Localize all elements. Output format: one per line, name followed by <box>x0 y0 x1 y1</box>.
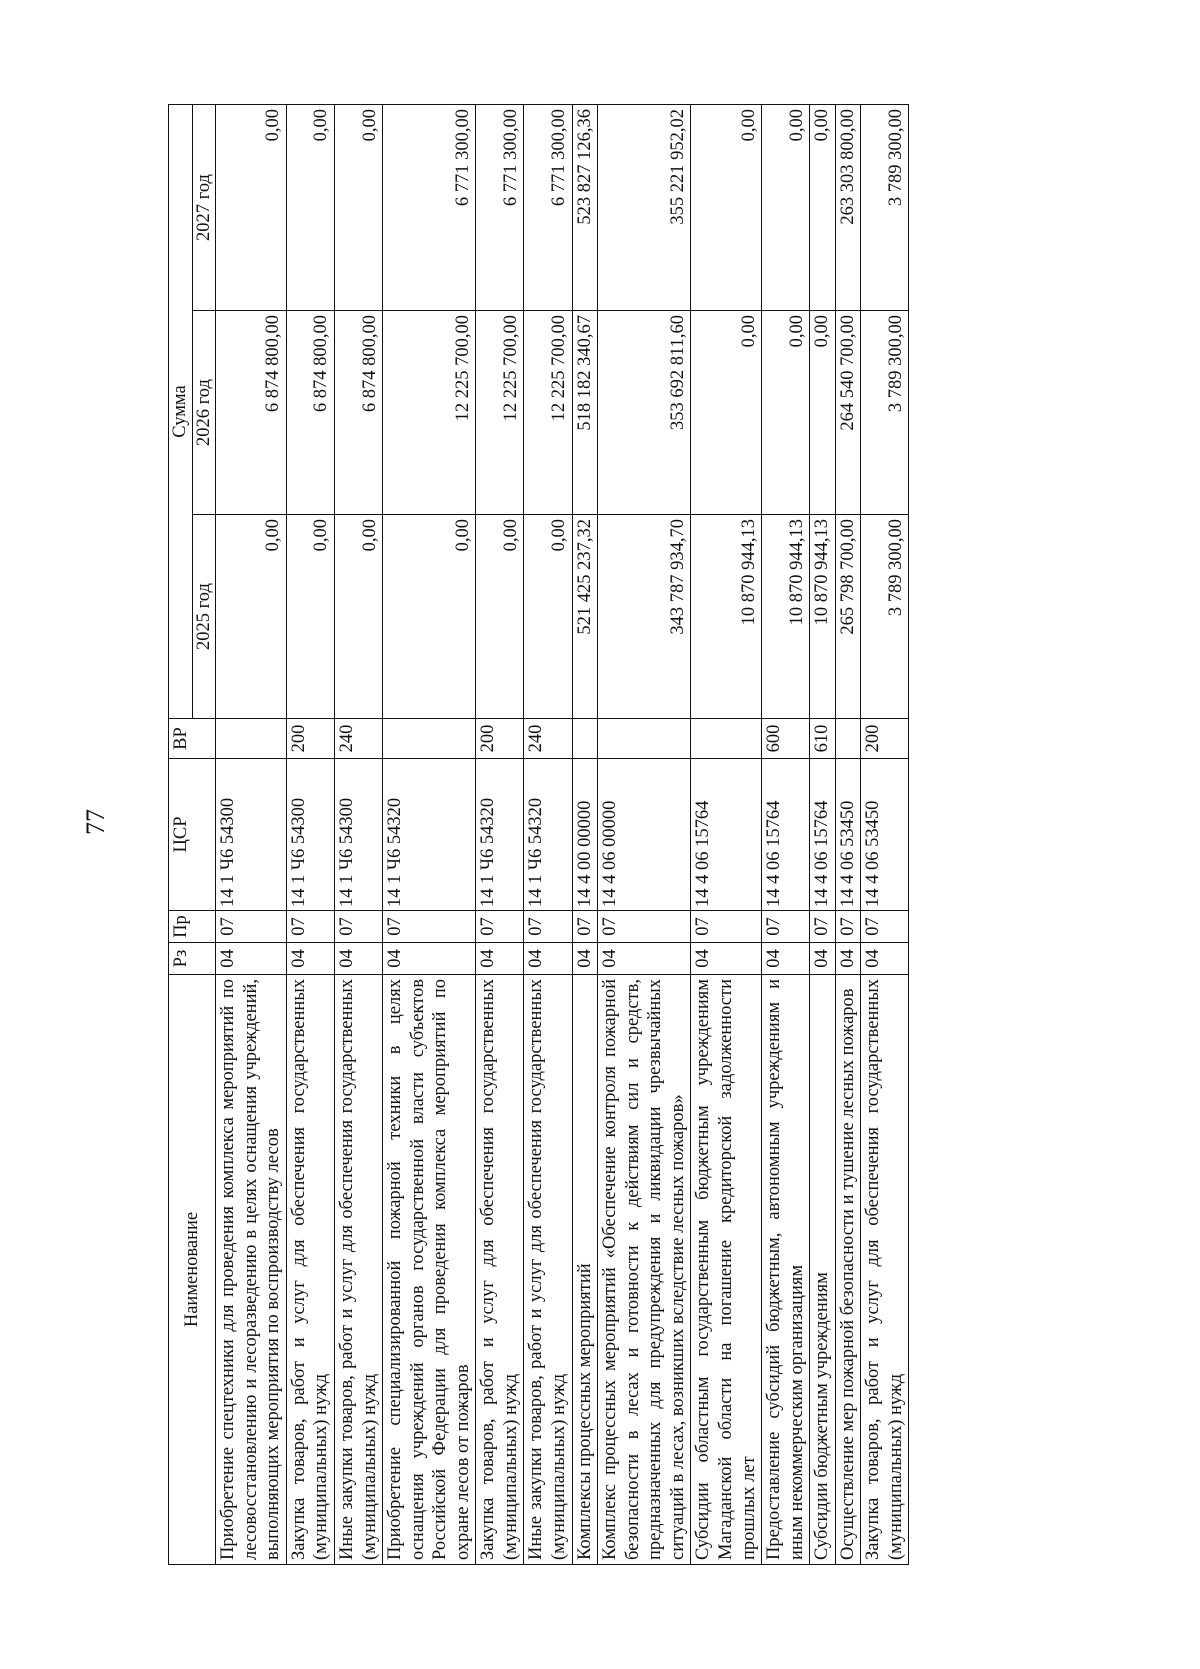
row-sum-2027: 0,00 <box>216 104 287 310</box>
row-sum-2027: 6 771 300,00 <box>476 104 524 310</box>
header-year-2027: 2027 год <box>192 104 216 310</box>
header-pr: Пр <box>169 911 216 943</box>
row-pr: 07 <box>216 911 287 943</box>
row-vr: 240 <box>524 719 572 759</box>
row-csr: 14 1 Ч6 54320 <box>476 759 524 911</box>
table-row <box>216 104 287 1564</box>
row-sum-2026: 12 225 700,00 <box>476 311 524 515</box>
row-rz: 04 <box>476 943 524 975</box>
row-vr: 200 <box>286 719 334 759</box>
header-vr: ВР <box>169 719 216 759</box>
row-sum-2026: 0,00 <box>762 311 810 515</box>
table-row <box>286 104 334 1564</box>
row-vr: 610 <box>810 719 836 759</box>
row-pr: 07 <box>572 911 598 943</box>
row-name: Комплекс процессных мероприятий «Обеспечение контроля пожарной безопасности в лесах и готовности к действиям сил и средств, предназначенных для предупреждения и ликвидации чрезвычайных ситуаций в лесах, возникших вследствие лесных пожаров» <box>598 975 691 1565</box>
header-row-1 <box>169 104 193 1564</box>
row-sum-2026: 6 874 800,00 <box>286 311 334 515</box>
row-sum-2025: 3 789 300,00 <box>861 515 909 719</box>
row-sum-2025: 521 425 237,32 <box>572 515 598 719</box>
row-sum-2025: 10 870 944,13 <box>762 515 810 719</box>
row-name: Приобретение спецтехники для проведения комплекса мероприятий по лесовосстановлению и лесоразведению в целях оснащения учреждений, выполняющих мероприятия по воспроизводству лесов <box>216 975 287 1565</box>
row-sum-2026: 12 225 700,00 <box>524 311 572 515</box>
row-sum-2026: 3 789 300,00 <box>861 311 909 515</box>
row-rz: 04 <box>691 943 762 975</box>
row-csr: 14 1 Ч6 54320 <box>383 759 476 911</box>
row-sum-2026: 518 182 340,67 <box>572 311 598 515</box>
row-csr: 14 4 06 15764 <box>691 759 762 911</box>
row-name: Закупка товаров, работ и услуг для обеспечения государственных (муниципальных) нужд <box>861 975 909 1565</box>
row-rz: 04 <box>572 943 598 975</box>
row-csr: 14 4 06 00000 <box>598 759 691 911</box>
row-sum-2026: 6 874 800,00 <box>334 311 382 515</box>
row-sum-2025: 265 798 700,00 <box>835 515 861 719</box>
row-sum-2027: 523 827 126,36 <box>572 104 598 310</box>
row-csr: 14 1 Ч6 54300 <box>286 759 334 911</box>
header-rz: Рз <box>169 943 216 975</box>
row-csr: 14 1 Ч6 54300 <box>334 759 382 911</box>
row-rz: 04 <box>334 943 382 975</box>
row-csr: 14 4 06 53450 <box>835 759 861 911</box>
row-vr: 240 <box>334 719 382 759</box>
header-name: Наименование <box>169 975 216 1565</box>
row-rz: 04 <box>286 943 334 975</box>
row-rz: 04 <box>524 943 572 975</box>
row-name: Субсидии областным государственным бюджетным учреждениям Магаданской области на погашение кредиторской задолженности прошлых лет <box>691 975 762 1565</box>
rotated-table-container <box>168 105 1088 1565</box>
table-row <box>810 104 836 1564</box>
row-name: Приобретение специализированной пожарной техники в целях оснащения учреждений органов государственной власти субъектов Российской Федерации для проведения комплекса мероприятий по охране лесов от пожаров <box>383 975 476 1565</box>
page-number: 77 <box>81 809 110 835</box>
row-vr: 200 <box>861 719 909 759</box>
table-row <box>598 104 691 1564</box>
row-rz: 04 <box>762 943 810 975</box>
header-csr: ЦСР <box>169 759 216 911</box>
row-csr: 14 4 06 53450 <box>861 759 909 911</box>
row-rz: 04 <box>835 943 861 975</box>
row-sum-2027: 0,00 <box>762 104 810 310</box>
row-sum-2025: 0,00 <box>286 515 334 719</box>
row-pr: 07 <box>334 911 382 943</box>
row-name: Закупка товаров, работ и услуг для обеспечения государственных (муниципальных) нужд <box>286 975 334 1565</box>
row-csr: 14 4 06 15764 <box>762 759 810 911</box>
row-vr <box>598 719 691 759</box>
table-row <box>524 104 572 1564</box>
row-name: Субсидии бюджетным учреждениям <box>810 975 836 1565</box>
row-pr: 07 <box>762 911 810 943</box>
table-row <box>835 104 861 1564</box>
row-csr: 14 1 Ч6 54320 <box>524 759 572 911</box>
row-pr: 07 <box>476 911 524 943</box>
row-rz: 04 <box>598 943 691 975</box>
row-rz: 04 <box>861 943 909 975</box>
table-row <box>334 104 382 1564</box>
header-year-2026: 2026 год <box>192 311 216 515</box>
row-rz: 04 <box>810 943 836 975</box>
row-pr: 07 <box>286 911 334 943</box>
row-sum-2027: 0,00 <box>691 104 762 310</box>
budget-table <box>168 104 909 1565</box>
row-sum-2025: 0,00 <box>476 515 524 719</box>
row-name: Иные закупки товаров, работ и услуг для обеспечения государственных (муниципальных) нужд <box>334 975 382 1565</box>
row-pr: 07 <box>835 911 861 943</box>
row-name: Комплексы процессных мероприятий <box>572 975 598 1565</box>
table-row <box>572 104 598 1564</box>
row-name: Закупка товаров, работ и услуг для обеспечения государственных (муниципальных) нужд <box>476 975 524 1565</box>
row-sum-2027: 6 771 300,00 <box>524 104 572 310</box>
table-row <box>691 104 762 1564</box>
row-rz: 04 <box>383 943 476 975</box>
row-sum-2027: 0,00 <box>810 104 836 310</box>
header-year-2025: 2025 год <box>192 515 216 719</box>
row-name: Иные закупки товаров, работ и услуг для обеспечения государственных (муниципальных) нужд <box>524 975 572 1565</box>
row-sum-2025: 0,00 <box>334 515 382 719</box>
row-sum-2026: 6 874 800,00 <box>216 311 287 515</box>
row-pr: 07 <box>383 911 476 943</box>
row-sum-2026: 12 225 700,00 <box>383 311 476 515</box>
table-row <box>762 104 810 1564</box>
row-pr: 07 <box>810 911 836 943</box>
row-vr <box>572 719 598 759</box>
row-sum-2025: 0,00 <box>524 515 572 719</box>
row-rz: 04 <box>216 943 287 975</box>
row-sum-2027: 3 789 300,00 <box>861 104 909 310</box>
row-csr: 14 1 Ч6 54300 <box>216 759 287 911</box>
row-sum-2025: 0,00 <box>383 515 476 719</box>
row-csr: 14 4 00 00000 <box>572 759 598 911</box>
table-row <box>383 104 476 1564</box>
row-sum-2025: 0,00 <box>216 515 287 719</box>
row-vr <box>383 719 476 759</box>
row-vr <box>216 719 287 759</box>
row-name: Осуществление мер пожарной безопасности и тушение лесных пожаров <box>835 975 861 1565</box>
row-sum-2026: 264 540 700,00 <box>835 311 861 515</box>
row-sum-2027: 355 221 952,02 <box>598 104 691 310</box>
row-pr: 07 <box>524 911 572 943</box>
row-sum-2026: 353 692 811,60 <box>598 311 691 515</box>
row-sum-2026: 0,00 <box>691 311 762 515</box>
row-vr <box>691 719 762 759</box>
row-sum-2025: 10 870 944,13 <box>691 515 762 719</box>
row-sum-2025: 343 787 934,70 <box>598 515 691 719</box>
row-sum-2027: 6 771 300,00 <box>383 104 476 310</box>
row-pr: 07 <box>691 911 762 943</box>
row-name: Предоставление субсидий бюджетным, автономным учреждениям и иным некоммерческим организациям <box>762 975 810 1565</box>
table-row <box>861 104 909 1564</box>
row-sum-2027: 263 303 800,00 <box>835 104 861 310</box>
row-vr: 600 <box>762 719 810 759</box>
table-row <box>476 104 524 1564</box>
header-sum: Сумма <box>169 104 193 718</box>
row-pr: 07 <box>598 911 691 943</box>
row-sum-2026: 0,00 <box>810 311 836 515</box>
row-sum-2025: 10 870 944,13 <box>810 515 836 719</box>
row-sum-2027: 0,00 <box>334 104 382 310</box>
row-csr: 14 4 06 15764 <box>810 759 836 911</box>
row-vr <box>835 719 861 759</box>
row-pr: 07 <box>861 911 909 943</box>
row-sum-2027: 0,00 <box>286 104 334 310</box>
row-vr: 200 <box>476 719 524 759</box>
